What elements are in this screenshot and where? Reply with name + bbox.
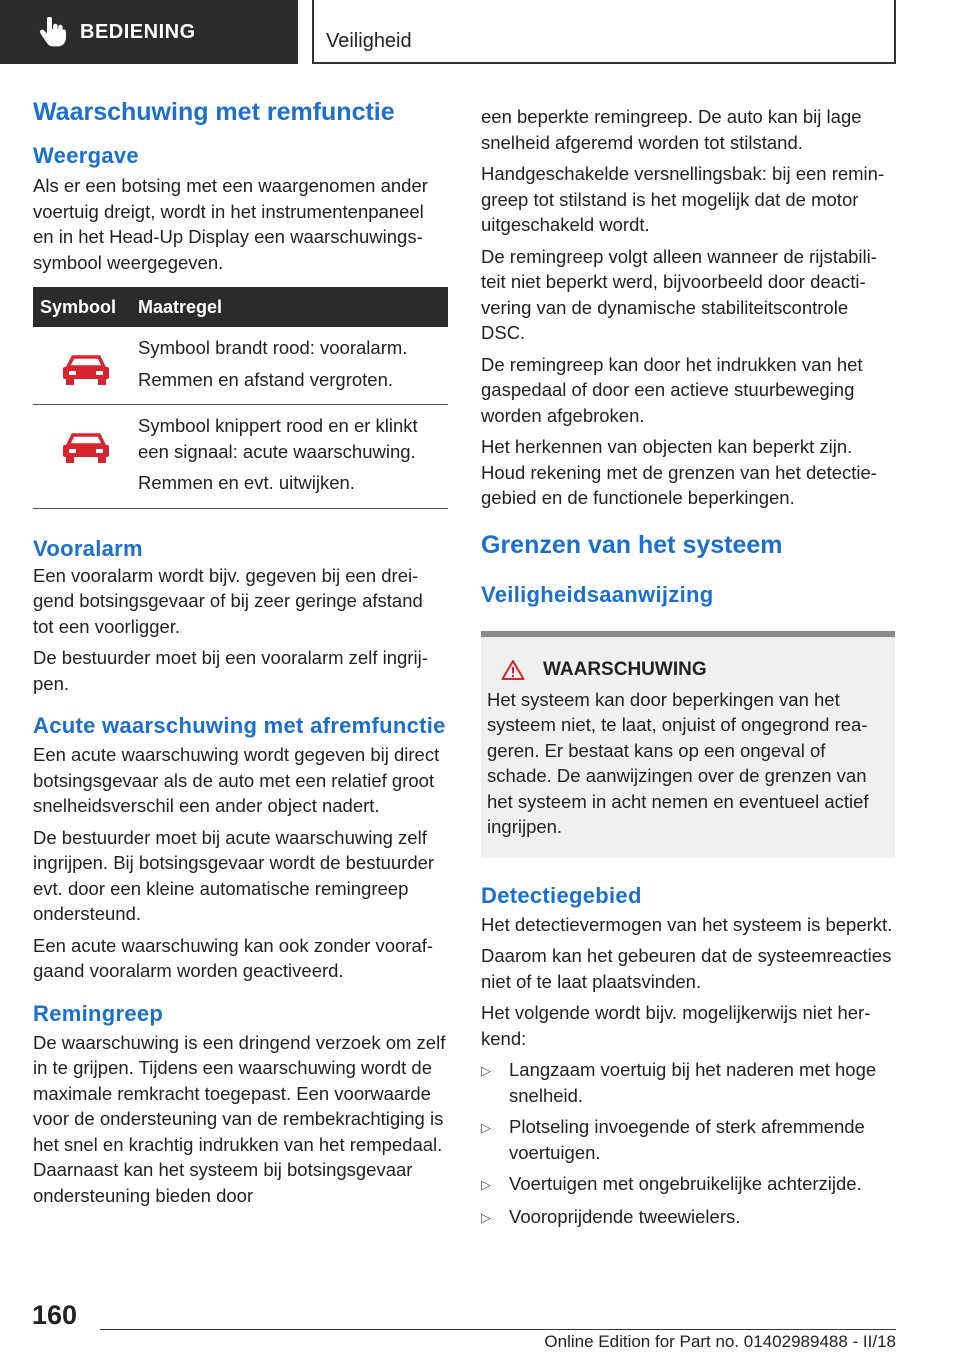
triangle-bullet-icon: ▷: [481, 1209, 491, 1225]
triangle-bullet-icon: ▷: [481, 1063, 491, 1078]
left-column: [33, 96, 448, 1208]
row1-line1: Symbool brandt rood: vooralarm.: [138, 337, 408, 358]
row2-line2: Remmen en evt. uitwijken.: [138, 472, 355, 493]
detectie-p2: Daarom kan het gebeuren dat de systeemreacties niet of te laat plaatsvinden.: [481, 945, 892, 992]
acute-p1: Een acute waarschuwing wordt gegeven bij direct botsingsgevaar als de auto met een relatief groot snelheidsverschil een ander object nadert.: [33, 744, 440, 816]
heading-detectie: Detectiegebied: [481, 882, 642, 908]
car-warning-icon: [61, 353, 111, 387]
right-p4: De remingreep kan door het indrukken van het gaspedaal of door een actieve stuurbeweging worden afgebroken.: [481, 353, 863, 426]
heading-veiligheid: Veiligheidsaanwijzing: [481, 581, 714, 607]
warning-text: Het systeem kan door beperkingen van het systeem niet, te laat, onjuist of ongegrond reageren. Er bestaat kans op een ongeval of schade. De aanwijzingen over de grenzen van het systeem in acht nemen en eventueel actief ingrijpen.: [487, 688, 869, 837]
symbol-table: [33, 287, 448, 509]
warning-box: [481, 637, 895, 858]
detectie-p1: Het detectievermogen van het systeem is beperkt.: [481, 913, 893, 935]
right-column: [481, 104, 895, 1230]
heading-remingreep: Remingreep: [33, 1000, 164, 1026]
list-item: ▷ Plotseling invoegende of sterk afremmende voertuigen.: [481, 1114, 895, 1165]
right-p5: Het herkennen van objecten kan beperkt zijn. Houd rekening met de grenzen van het detectiegebied en de functionele beperkingen.: [481, 436, 877, 508]
page-title: Waarschuwing met remfunctie: [33, 98, 395, 126]
chapter-label: Veiligheid: [326, 30, 412, 52]
acute-p2: De bestuurder moet bij acute waarschuwing zelf ingrijpen. Bij botsingsgevaar wordt de bestuurder evt. door een kleine automatische remingreep ondersteund.: [33, 826, 435, 924]
acute-p3: Een acute waarschuwing kan ook zonder voorafgaand vooralarm worden geactiveerd.: [33, 934, 434, 981]
section-label: BEDIENING: [80, 20, 196, 43]
hand-pointer-icon: [38, 17, 66, 47]
section-title-grenzen: Grenzen van het systeem: [481, 530, 783, 559]
triangle-bullet-icon: ▷: [481, 1120, 491, 1135]
footer-divider: [100, 1329, 896, 1330]
vooralarm-p1: Een vooralarm wordt bijv. gegeven bij een dreigend botsingsgevaar of bij zeer geringe afstand tot een voorligger.: [33, 564, 423, 637]
list-item: ▷ Langzaam voertuig bij het naderen met hoge snelheid.: [481, 1057, 895, 1108]
warning-triangle-icon: [501, 659, 525, 681]
right-p3: De remingreep volgt alleen wanneer de rijstabiliteit niet beperkt werd, bijvoorbeeld door deactivering van de dynamische stabiliteitscontrole DSC.: [481, 245, 877, 343]
footer-edition: Online Edition for Part no. 01402989488 - II/18: [544, 1332, 896, 1351]
table-header: [33, 287, 448, 327]
triangle-bullet-icon: ▷: [481, 1177, 491, 1192]
remingreep-p1: De waarschuwing is een dringend verzoek om zelf in te grijpen. Tijdens een waarschuwing wordt de maximale remkracht toegepast. Een voorwaarde voor de ondersteuning van de rembekrachtiging is het snel en krachtig indrukken van het rempedaal. Daarnaast kan het systeem bij botsingsgevaar ondersteuning bieden door: [33, 1031, 446, 1206]
col-action-header: Maatregel: [138, 296, 223, 317]
heading-acute: Acute waarschuwing met afremfunctie: [33, 713, 446, 738]
row1-line2: Remmen en afstand vergroten.: [138, 368, 394, 390]
right-p2: Handgeschakelde versnellingsbak: bij een remingreep tot stilstand is het mogelijk dat de motor uitgeschakeld wordt.: [481, 163, 885, 235]
weergave-text: Als er een botsing met een waargenomen ander voertuig dreigt, wordt in het instrumentenpaneel en in het Head-Up Display een waarschuwingssymbool weergegeven.: [33, 175, 428, 273]
table-row: [33, 327, 448, 405]
vooralarm-p2: De bestuurder moet bij een vooralarm zelf ingrijpen.: [33, 647, 428, 694]
car-warning-icon: [61, 431, 111, 465]
right-p1: een beperkte remingreep. De auto kan bij lage snelheid afgeremd worden tot stilstand.: [481, 106, 862, 153]
table-row: [33, 405, 448, 509]
section-tab[interactable]: [0, 0, 298, 64]
list-item: ▷ Voertuigen met ongebruikelijke achterzijde.: [481, 1171, 895, 1198]
row2-line1: Symbool knippert rood en er klinkt een signaal: acute waarschuwing.: [138, 415, 418, 462]
detectie-p3: Het volgende wordt bijv. mogelijkerwijs niet herkend:: [481, 1002, 871, 1049]
list-item: ▷ Vooroprijdende tweewielers.: [481, 1204, 895, 1231]
warning-title: WAARSCHUWING: [543, 658, 707, 680]
detectie-list: [481, 1057, 895, 1230]
chapter-header: [312, 0, 896, 64]
page-number: 160: [32, 1300, 78, 1330]
heading-weergave: Weergave: [33, 143, 139, 168]
heading-vooralarm: Vooralarm: [33, 535, 143, 561]
col-symbol-header: Symbool: [40, 296, 117, 317]
